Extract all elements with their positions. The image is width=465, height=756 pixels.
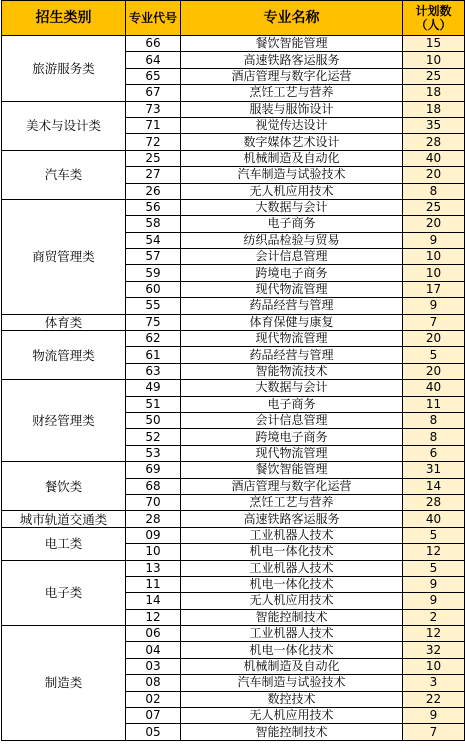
category-cell: 财经管理类	[2, 380, 126, 462]
table-row	[2, 511, 465, 527]
quota-cell: 32	[403, 642, 465, 658]
table-row	[2, 101, 465, 117]
table-row	[2, 380, 465, 396]
header-name: 专业名称	[181, 1, 403, 36]
major-name-cell: 机械制造及自动化	[181, 658, 403, 674]
code-cell: 64	[126, 52, 181, 68]
quota-cell: 9	[403, 593, 465, 609]
code-cell: 61	[126, 347, 181, 363]
category-cell: 旅游服务类	[2, 36, 126, 102]
code-cell: 49	[126, 380, 181, 396]
code-cell: 50	[126, 412, 181, 428]
code-cell: 51	[126, 396, 181, 412]
code-cell: 55	[126, 298, 181, 314]
code-cell: 67	[126, 85, 181, 101]
header-row	[2, 1, 465, 36]
quota-cell: 12	[403, 626, 465, 642]
code-cell: 71	[126, 117, 181, 133]
code-cell: 62	[126, 331, 181, 347]
code-cell: 03	[126, 658, 181, 674]
quota-cell: 20	[403, 167, 465, 183]
major-name-cell: 智能控制技术	[181, 724, 403, 740]
code-cell: 06	[126, 626, 181, 642]
code-cell: 65	[126, 68, 181, 84]
quota-cell: 15	[403, 36, 465, 52]
code-cell: 14	[126, 593, 181, 609]
code-cell: 66	[126, 36, 181, 52]
code-cell: 58	[126, 216, 181, 232]
major-name-cell: 电子商务	[181, 396, 403, 412]
category-cell: 制造类	[2, 626, 126, 741]
code-cell: 05	[126, 724, 181, 740]
major-name-cell: 餐饮智能管理	[181, 462, 403, 478]
table-body	[2, 36, 465, 741]
major-name-cell: 现代物流管理	[181, 331, 403, 347]
quota-cell: 9	[403, 232, 465, 248]
quota-cell: 10	[403, 249, 465, 265]
code-cell: 25	[126, 150, 181, 166]
major-name-cell: 无人机应用技术	[181, 593, 403, 609]
code-cell: 02	[126, 691, 181, 707]
major-name-cell: 烹饪工艺与营养	[181, 494, 403, 510]
quota-cell: 7	[403, 724, 465, 740]
quota-cell: 8	[403, 429, 465, 445]
major-name-cell: 酒店管理与数字化运营	[181, 68, 403, 84]
major-name-cell: 机电一体化技术	[181, 576, 403, 592]
major-name-cell: 高速铁路客运服务	[181, 52, 403, 68]
category-cell: 物流管理类	[2, 331, 126, 380]
code-cell: 12	[126, 609, 181, 625]
quota-cell: 25	[403, 68, 465, 84]
quota-cell: 40	[403, 150, 465, 166]
quota-cell: 9	[403, 576, 465, 592]
quota-cell: 28	[403, 494, 465, 510]
table-row	[2, 314, 465, 330]
quota-cell: 3	[403, 675, 465, 691]
category-cell: 美术与设计类	[2, 101, 126, 150]
quota-cell: 28	[403, 134, 465, 150]
quota-cell: 2	[403, 609, 465, 625]
quota-cell: 20	[403, 331, 465, 347]
code-cell: 68	[126, 478, 181, 494]
major-name-cell: 汽车制造与试验技术	[181, 675, 403, 691]
code-cell: 13	[126, 560, 181, 576]
quota-cell: 35	[403, 117, 465, 133]
quota-cell: 6	[403, 445, 465, 461]
code-cell: 07	[126, 708, 181, 724]
table-row	[2, 199, 465, 215]
quota-cell: 25	[403, 199, 465, 215]
major-name-cell: 工业机器人技术	[181, 560, 403, 576]
quota-cell: 5	[403, 347, 465, 363]
code-cell: 57	[126, 249, 181, 265]
quota-cell: 8	[403, 412, 465, 428]
quota-cell: 18	[403, 85, 465, 101]
major-name-cell: 现代物流管理	[181, 281, 403, 297]
category-cell: 城市轨道交通类	[2, 511, 126, 527]
code-cell: 09	[126, 527, 181, 543]
major-name-cell: 电子商务	[181, 216, 403, 232]
table-row	[2, 527, 465, 543]
major-name-cell: 数字媒体艺术设计	[181, 134, 403, 150]
major-name-cell: 会计信息管理	[181, 249, 403, 265]
quota-cell: 9	[403, 298, 465, 314]
category-cell: 汽车类	[2, 150, 126, 199]
quota-cell: 40	[403, 380, 465, 396]
major-name-cell: 跨境电子商务	[181, 265, 403, 281]
quota-cell: 7	[403, 314, 465, 330]
category-cell: 体育类	[2, 314, 126, 330]
table-row	[2, 36, 465, 52]
major-name-cell: 智能物流技术	[181, 363, 403, 379]
code-cell: 63	[126, 363, 181, 379]
category-cell: 餐饮类	[2, 462, 126, 511]
major-name-cell: 药品经营与管理	[181, 298, 403, 314]
major-name-cell: 工业机器人技术	[181, 626, 403, 642]
code-cell: 60	[126, 281, 181, 297]
quota-cell: 14	[403, 478, 465, 494]
quota-cell: 8	[403, 183, 465, 199]
quota-cell: 10	[403, 658, 465, 674]
code-cell: 56	[126, 199, 181, 215]
quota-cell: 31	[403, 462, 465, 478]
major-name-cell: 餐饮智能管理	[181, 36, 403, 52]
quota-cell: 12	[403, 544, 465, 560]
major-name-cell: 高速铁路客运服务	[181, 511, 403, 527]
quota-cell: 40	[403, 511, 465, 527]
quota-cell: 9	[403, 708, 465, 724]
quota-cell: 20	[403, 363, 465, 379]
table-row	[2, 462, 465, 478]
code-cell: 04	[126, 642, 181, 658]
table-row	[2, 331, 465, 347]
major-name-cell: 药品经营与管理	[181, 347, 403, 363]
major-name-cell: 机电一体化技术	[181, 544, 403, 560]
table-row	[2, 626, 465, 642]
major-name-cell: 无人机应用技术	[181, 183, 403, 199]
quota-cell: 5	[403, 527, 465, 543]
major-name-cell: 汽车制造与试验技术	[181, 167, 403, 183]
quota-cell: 10	[403, 265, 465, 281]
table-row	[2, 150, 465, 166]
major-name-cell: 现代物流管理	[181, 445, 403, 461]
major-name-cell: 数控技术	[181, 691, 403, 707]
code-cell: 75	[126, 314, 181, 330]
quota-cell: 11	[403, 396, 465, 412]
table-row	[2, 560, 465, 576]
major-name-cell: 大数据与会计	[181, 380, 403, 396]
category-cell: 电工类	[2, 527, 126, 560]
major-name-cell: 智能控制技术	[181, 609, 403, 625]
major-name-cell: 大数据与会计	[181, 199, 403, 215]
major-name-cell: 体育保健与康复	[181, 314, 403, 330]
header-quota: 计划数（人）	[403, 1, 465, 36]
code-cell: 08	[126, 675, 181, 691]
major-name-cell: 酒店管理与数字化运营	[181, 478, 403, 494]
major-name-cell: 视觉传达设计	[181, 117, 403, 133]
code-cell: 53	[126, 445, 181, 461]
quota-cell: 10	[403, 52, 465, 68]
code-cell: 28	[126, 511, 181, 527]
header-category: 招生类别	[2, 1, 126, 36]
code-cell: 69	[126, 462, 181, 478]
quota-cell: 20	[403, 216, 465, 232]
code-cell: 26	[126, 183, 181, 199]
major-name-cell: 跨境电子商务	[181, 429, 403, 445]
quota-cell: 22	[403, 691, 465, 707]
code-cell: 11	[126, 576, 181, 592]
major-name-cell: 机械制造及自动化	[181, 150, 403, 166]
major-name-cell: 会计信息管理	[181, 412, 403, 428]
major-name-cell: 纺织品检验与贸易	[181, 232, 403, 248]
major-name-cell: 无人机应用技术	[181, 708, 403, 724]
code-cell: 72	[126, 134, 181, 150]
quota-cell: 18	[403, 101, 465, 117]
code-cell: 52	[126, 429, 181, 445]
header-code: 专业代号	[126, 1, 181, 36]
major-name-cell: 服装与服饰设计	[181, 101, 403, 117]
code-cell: 70	[126, 494, 181, 510]
major-name-cell: 烹饪工艺与营养	[181, 85, 403, 101]
category-cell: 商贸管理类	[2, 199, 126, 314]
code-cell: 59	[126, 265, 181, 281]
major-name-cell: 工业机器人技术	[181, 527, 403, 543]
quota-cell: 5	[403, 560, 465, 576]
code-cell: 10	[126, 544, 181, 560]
code-cell: 27	[126, 167, 181, 183]
code-cell: 54	[126, 232, 181, 248]
major-name-cell: 机电一体化技术	[181, 642, 403, 658]
enrollment-plan-table	[1, 0, 465, 741]
quota-cell: 17	[403, 281, 465, 297]
category-cell: 电子类	[2, 560, 126, 626]
code-cell: 73	[126, 101, 181, 117]
